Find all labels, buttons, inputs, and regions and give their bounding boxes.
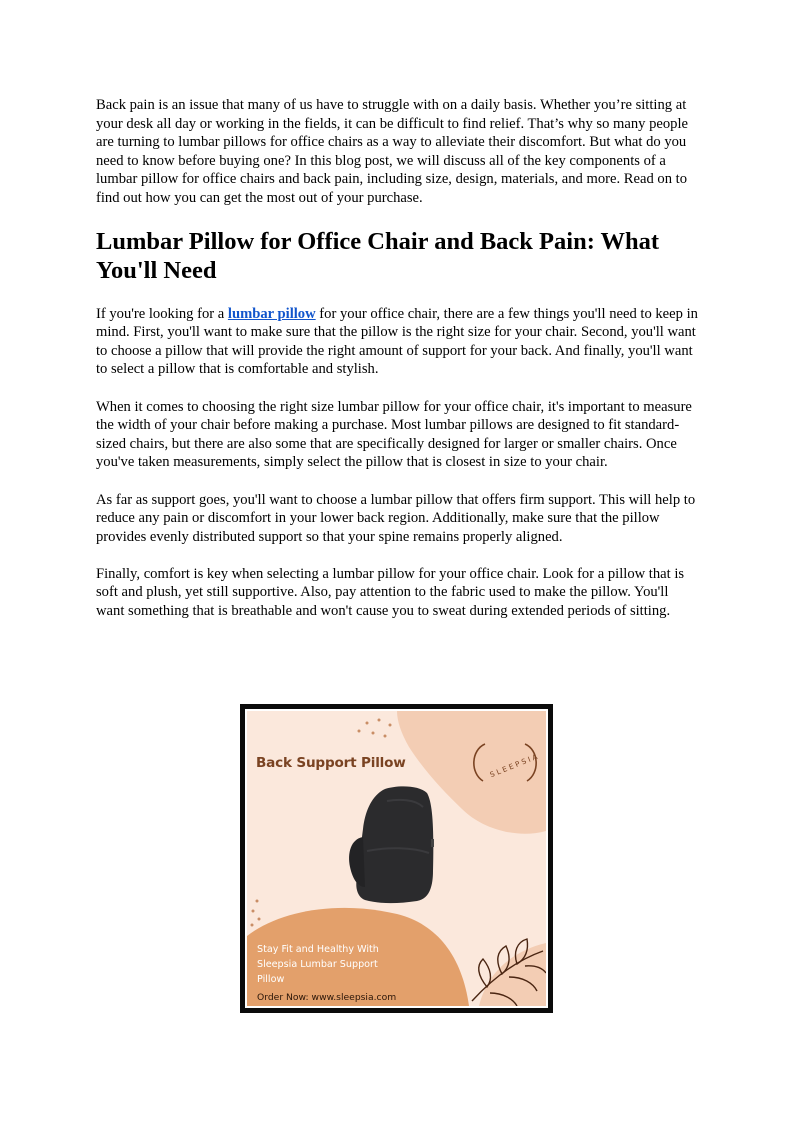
promo-order-url: Order Now: www.sleepsia.com bbox=[257, 992, 397, 1003]
promo-title: Back Support Pillow bbox=[256, 755, 406, 771]
paragraph-support: As far as support goes, you'll want to choose a lumbar pillow that offers firm support. This will help to reduce any pain or discomfort in your lower back region. Additionally, make sure that the pillow provides evenly distributed support so that your spine remains properly aligned. bbox=[96, 491, 696, 545]
paragraph-comfort: Finally, comfort is key when selecting a lumbar pillow for your office chair. Look for a pillow that is soft and plush, yet still supportive. Also, pay attention to the fabric used to make the pillow. You'll want something that is breathable and won't cause you to sweat during extended periods of sitting. bbox=[96, 565, 685, 620]
pillow-image bbox=[349, 786, 434, 903]
promo-image bbox=[240, 704, 553, 1013]
light-wedge-shape bbox=[479, 943, 546, 1006]
paragraph-looking-for bbox=[96, 305, 699, 379]
section-heading: Lumbar Pillow for Office Chair and Back Pain: What You'll Need bbox=[96, 227, 660, 284]
promo-tagline: Stay Fit and Healthy With Sleepsia Lumbar Support Pillow bbox=[257, 944, 379, 985]
paragraph-text-before-link: If you're looking for a bbox=[96, 305, 228, 322]
paragraph-text-after-link: for your office chair, there are a few things you'll need to keep in mind. First, you'll want to make sure that the pillow is the right size for your chair. Second, you'll want to choose a pillow that will provide the right amount of support for your back. And finally, you'll want to select a pillow that is comfortable and stylish. bbox=[96, 305, 698, 378]
sleepsia-logo-text: SLEEPSIA bbox=[488, 751, 541, 780]
article bbox=[96, 96, 699, 621]
lumbar-pillow-link[interactable]: lumbar pillow bbox=[227, 305, 316, 322]
intro-paragraph: Back pain is an issue that many of us have to struggle with on a daily basis. Whether you’re sitting at your desk all day or working in the fields, it can be difficult to find relief. That’s why so many people are turning to lumbar pillows for office chairs as a way to alleviate their discomfort. But what do you need to know before buying one? In this blog post, we will discuss all of the key components of a lumbar pillow for office chairs and back pain, including size, design, materials, and more. Read on to find out how you can get the most out of your purchase. bbox=[96, 97, 688, 206]
paragraph-size: When it comes to choosing the right size lumbar pillow for your office chair, it's important to measure the width of your chair before making a purchase. Most lumbar pillows are designed to fit standard-sized chairs, but there are also some that are specifically designed for larger or smaller chairs. Once you've taken measurements, simply select the pillow that is closest in size to your chair. bbox=[96, 398, 692, 471]
promo-image-inner bbox=[245, 709, 548, 1008]
